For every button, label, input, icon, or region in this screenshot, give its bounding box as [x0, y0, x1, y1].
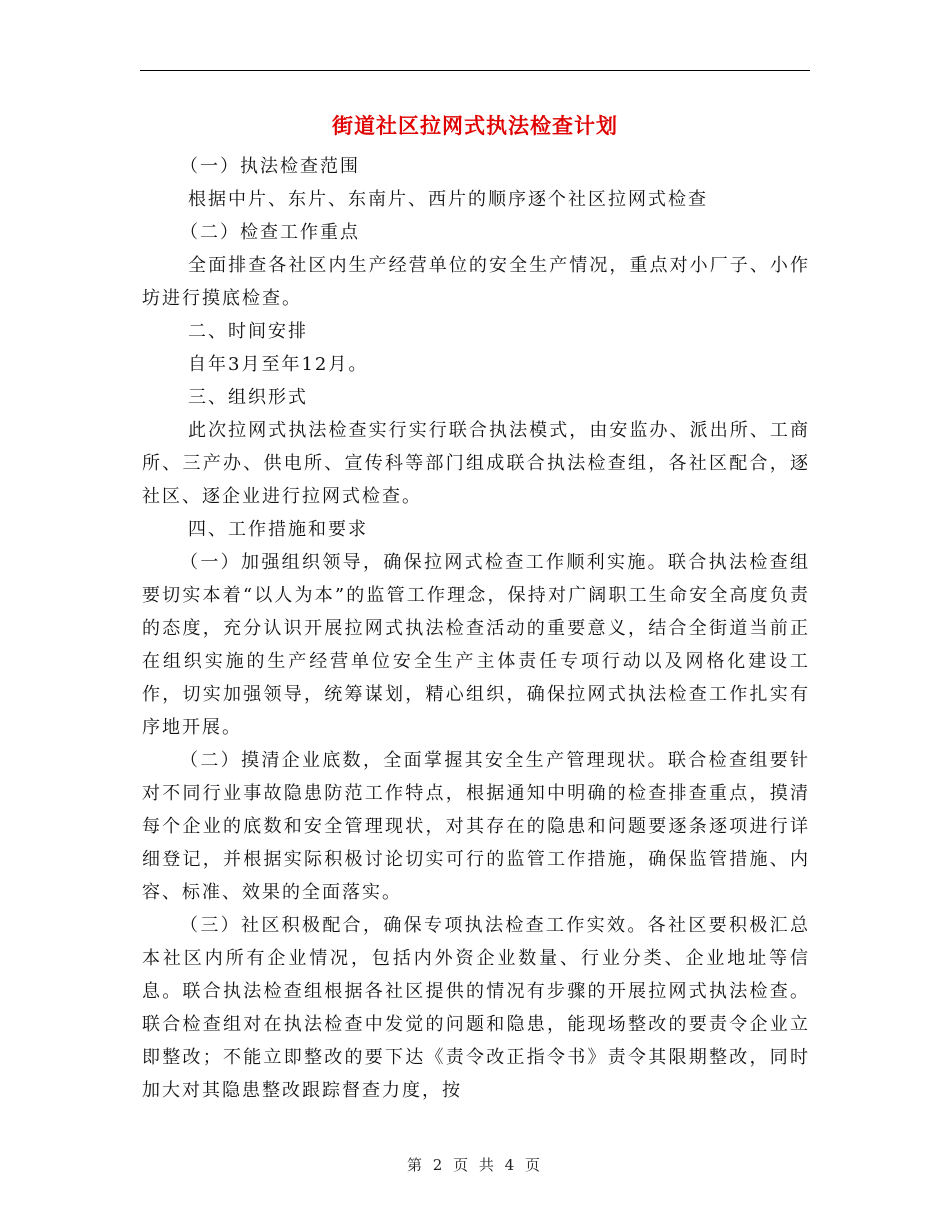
section-heading: 三、组织形式	[188, 387, 308, 408]
page-number: 第 2 页 共 4 页	[407, 1156, 543, 1174]
paragraph: 全面排查各社区内生产经营单位的安全生产情况，重点对小厂子、小作坊进行摸底检查。	[142, 255, 810, 309]
paragraph: （三）社区积极配合，确保专项执法检查工作实效。各社区要积极汇总本社区内所有企业情况，包括内外资企业数量、行业分类、企业地址等信息。联合执法检查组根据各社区提供的情况有步骤的开展拉网式执法检查。联合检查组对在执法检查中发觉的问题和隐患，能现场整改的要责令企业立即整改；不能立即整改的要下达《责令改正指令书》责令其限期整改，同时加大对其隐患整改跟踪督查力度，按	[142, 915, 810, 1101]
paragraph: 此次拉网式执法检查实行实行联合执法模式，由安监办、派出所、工商所、三产办、供电所、宣传科等部门组成联合执法检查组，各社区配合，逐社区、逐企业进行拉网式检查。	[142, 420, 810, 507]
header-rule	[140, 70, 810, 71]
paragraph: （一）加强组织领导，确保拉网式检查工作顺利实施。联合执法检查组要切实本着“以人为本”的监管工作理念，保持对广阔职工生命安全高度负责的态度，充分认识开展拉网式执法检查活动的重要意义，结合全街道当前正在组织实施的生产经营单位安全生产主体责任专项行动以及网格化建设工作，切实加强领导，统筹谋划，精心组织，确保拉网式执法检查工作扎实有序地开展。	[142, 552, 810, 738]
paragraph: （二）检查工作重点	[180, 222, 360, 243]
paragraph: （一）执法检查范围	[180, 156, 360, 177]
section-heading: 四、工作措施和要求	[188, 519, 368, 540]
document-title: 街道社区拉网式执法检查计划	[332, 113, 618, 138]
paragraph: 根据中片、东片、东南片、西片的顺序逐个社区拉网式检查	[188, 189, 708, 210]
paragraph: （二）摸清企业底数，全面掌握其安全生产管理现状。联合检查组要针对不同行业事故隐患防范工作特点，根据通知中明确的检查排查重点，摸清每个企业的底数和安全管理现状，对其存在的隐患和问题要逐条逐项进行详细登记，并根据实际积极讨论切实可行的监管工作措施，确保监管措施、内容、标准、效果的全面落实。	[142, 750, 810, 903]
document-body	[142, 150, 810, 1107]
paragraph: 自年3月至年12月。	[188, 354, 369, 375]
section-heading: 二、时间安排	[188, 321, 308, 342]
